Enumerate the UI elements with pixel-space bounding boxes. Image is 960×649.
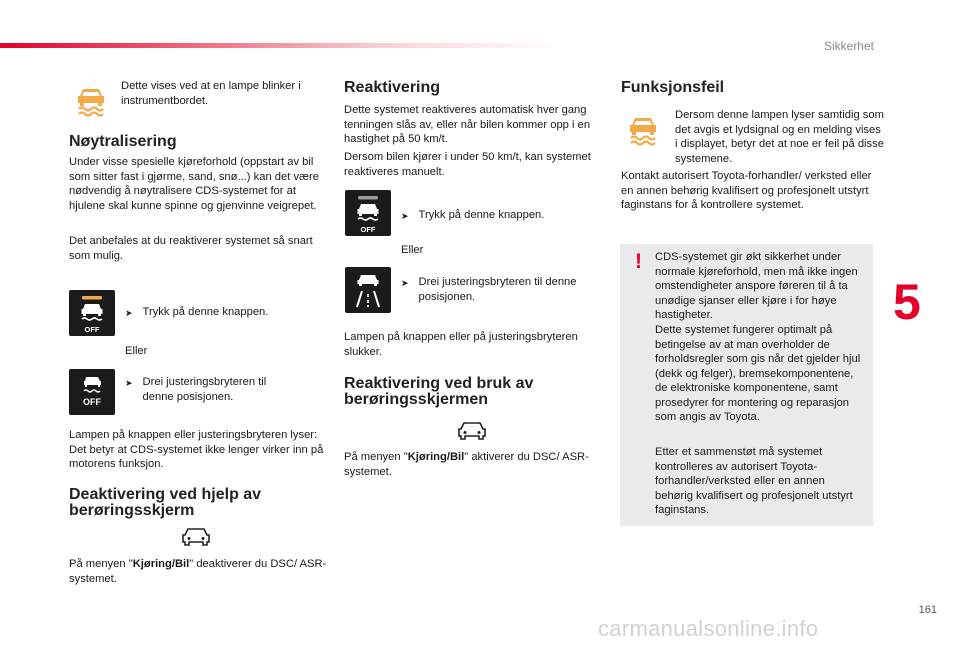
lamp-intro-text: Dette vises ved at en lampe blinker i instrumentbordet. (121, 80, 301, 107)
reactivate-manual-text: Dersom bilen kjører i under 50 km/t, kan systemet reaktiveres manuelt. (344, 151, 591, 178)
touch-reactivate-heading-2: berøringsskjermen (344, 391, 489, 408)
fault-text: Dersom denne lampen lyser samtidig som det avgis et lydsignal og en melding vises i displayet, betyr det at noe er feil på disse systemene. (675, 109, 884, 165)
bullet-arrow-icon: ➤ (125, 378, 133, 388)
or-text: Eller (401, 244, 424, 256)
bullet-arrow-icon: ➤ (125, 308, 133, 318)
deactivate-menu-text: På menyen "Kjøring/Bil" deaktiverer du DSC/ ASR-systemet. (69, 558, 327, 585)
safety-note-2: Dette systemet fungerer optimalt på betingelse av at man overholder de forholdsregler som gis når det gjelder hjul (dekk og felger), bremsekomponentene, de elektroniske komponentene, samt prosedyrer for montering og reparasjon som angis av Toyota. (655, 324, 861, 423)
dsc-off-dial-icon (69, 369, 115, 415)
bullet-turn-dial: ➤ Drei justeringsbryteren til denne posisjonen. (125, 376, 267, 403)
off-label: OFF (84, 325, 100, 334)
warning-exclamation-icon: ! (635, 250, 642, 273)
page-number: 161 (918, 604, 937, 616)
lamp-note: Lampen på knappen eller justeringsbryteren lyser: Det betyr at CDS-systemet ikke lenger virker inn på motorens funksjon. (69, 429, 324, 470)
bullet-turn-dial: ➤ Drei justeringsbryteren til denne posisjonen. (401, 276, 577, 303)
chapter-number: 5 (893, 274, 921, 330)
header-accent-bar (0, 43, 560, 48)
or-text: Eller (125, 345, 148, 357)
section-title: Sikkerhet (823, 39, 874, 53)
car-menu-icon (182, 526, 210, 548)
touch-deactivate-heading-2: berøringsskjerm (69, 502, 195, 519)
watermark: carmanualsonline.info (598, 616, 819, 641)
touch-deactivate-heading-1: Deaktivering ved hjelp av (69, 486, 262, 503)
dsc-off-button-icon (345, 190, 391, 236)
stability-warning-lamp-icon (74, 84, 108, 118)
contact-dealer-text: Kontakt autorisert Toyota-forhandler/ verksted eller en annen behørig kvalifisert og profesjonelt utstyrt faginstans for å kontrollere systemet. (621, 170, 872, 211)
dsc-off-button-icon (69, 290, 115, 336)
lamp-off-note: Lampen på knappen eller på justeringsbryteren slukker. (344, 331, 578, 358)
neutral-heading: Nøytralisering (69, 133, 177, 150)
safety-note-3: Etter et sammenstøt må systemet kontrolleres av autorisert Toyota-forhandler/verksted eller en annen behørig kvalifisert og profesjonelt utstyrt faginstans. (655, 446, 853, 516)
neutral-text: Under visse spesielle kjøreforhold (oppstart av bil som sitter fast i gjørme, sand, snø...) kan det være nødvendig å nøytralisere CDS-systemet for at hjulene skal kunne spinne og gjenvinne veigrepet. (69, 156, 319, 212)
safety-note-1: CDS-systemet gir økt sikkerhet under normale kjøreforhold, men må ikke ingen omstendigheter anspore føreren til å ta unødige sjanser eller kjøre i for høye hastigheter. (655, 251, 858, 321)
off-label: OFF (83, 397, 101, 407)
activate-menu-text: På menyen "Kjøring/Bil" aktiverer du DSC/ ASR-systemet. (344, 451, 589, 478)
car-menu-icon (458, 420, 486, 442)
bullet-press-button: ➤ Trykk på denne knappen. (401, 208, 544, 224)
touch-reactivate-heading-1: Reaktivering ved bruk av (344, 375, 534, 392)
off-label: OFF (360, 225, 376, 234)
reactivate-heading: Reaktivering (344, 79, 441, 96)
bullet-arrow-icon: ➤ (401, 211, 409, 221)
fault-heading: Funksjonsfeil (621, 79, 725, 96)
bullet-press-button: ➤ Trykk på denne knappen. (125, 305, 268, 321)
stability-warning-lamp-icon (626, 113, 660, 147)
reactivate-text: Dette systemet reaktiveres automatisk hver gang tenningen slås av, eller når bilen kommer opp i en hastighet på 50 km/t. (344, 104, 591, 145)
neutral-advice: Det anbefales at du reaktiverer systemet så snart som mulig. (69, 235, 313, 262)
drive-mode-dial-icon (345, 267, 391, 313)
bullet-arrow-icon: ➤ (401, 278, 409, 288)
